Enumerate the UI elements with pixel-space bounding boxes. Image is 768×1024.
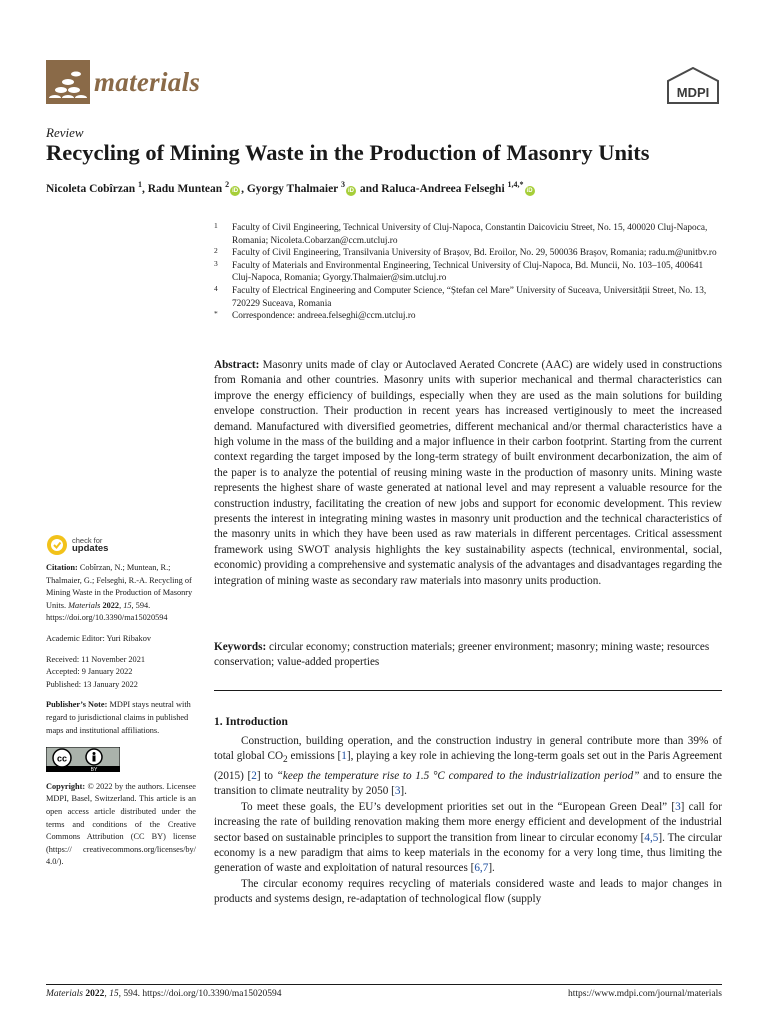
check-for-updates-button[interactable]: check for updates bbox=[46, 534, 196, 556]
svg-text:BY: BY bbox=[90, 767, 98, 773]
citation-link[interactable]: 1 bbox=[341, 750, 347, 763]
academic-editor: Academic Editor: Yuri Ribakov bbox=[46, 633, 151, 643]
paragraph: The circular economy requires recycling of materials considered waste and leads to major changes in products and systems design, re-adaptation of technological flow (supply bbox=[214, 877, 722, 906]
keywords-label: Keywords: bbox=[214, 641, 267, 653]
citation-block: Citation: Cobîrzan, N.; Muntean, R.; Thalmaier, G.; Felseghi, R.-A. Recycling of Mining Waste in the Production of Masonry Units. Materials 2022, 15, 594. https://doi.org/10.3390/ma15020594 bbox=[46, 563, 193, 623]
mdpi-logo-text: MDPI bbox=[676, 85, 710, 100]
article-type: Review bbox=[46, 125, 84, 140]
keywords-text: circular economy; construction materials; greener environment; masonry; mining waste; resources conservation; value-added properties bbox=[214, 641, 710, 669]
citation-link[interactable]: 4,5 bbox=[644, 831, 659, 844]
author-name: Nicoleta Cobîrzan $^1$ bbox=[46, 180, 142, 195]
affiliations bbox=[214, 222, 724, 323]
journal-logo bbox=[46, 60, 200, 104]
affiliation-item: * Correspondence: andreea.felseghi@ccm.utcluj.ro bbox=[214, 309, 416, 322]
affiliation-item: 3 Faculty of Materials and Environmental Engineering, Technical University of Cluj-Napoca, Bd. Muncii, No. 103–105, 400641 Cluj-Napoca, Romania; Gyorgy.Thalmaier@sim.utcluj.ro bbox=[214, 258, 704, 284]
paragraph: To meet these goals, the EU’s development priorities set out in the “European Green Deal” [3] call for increasing the rate of building renovation making them more energy efficient and development of the industrial sector based on sustainable principles to support the transition from linear to circular economy [4,5]. The circular economy is a new paradigm that aims to keep materials in the economy for a very long time, thus limiting the generation of waste and exploitation of natural resources [6,7]. bbox=[214, 800, 723, 875]
journal-name: materials bbox=[94, 66, 201, 97]
affiliation-item: 4 Faculty of Electrical Engineering and Computer Science, “Ștefan cel Mare” University of Suceava, Universității Street, No. 13, 720229 Suceava, Romania bbox=[214, 283, 707, 309]
citation-link[interactable]: 3 bbox=[675, 800, 681, 813]
introduction-body bbox=[214, 734, 722, 908]
footer-divider bbox=[46, 984, 722, 985]
citation-link[interactable]: 3 bbox=[394, 785, 401, 798]
journal-url-link[interactable]: https://www.mdpi.com/journal/materials bbox=[568, 989, 722, 999]
article-title: Recycling of Mining Waste in the Production of Masonry Units bbox=[46, 140, 650, 165]
keywords bbox=[214, 640, 722, 671]
check-updates-icon bbox=[46, 534, 68, 556]
article-sidebar bbox=[46, 534, 196, 877]
abstract-label: Abstract: bbox=[214, 359, 260, 371]
copyright-notice: Copyright: © 2022 by the authors. Licensee MDPI, Basel, Switzerland. This article is an open access article distributed under the terms and conditions of the Creative Commons Attribution (CC BY) license (https:// creativecommons.org/licenses/by/ 4.0/). bbox=[46, 781, 196, 867]
author-name: Gyorgy Thalmaier $^3$ bbox=[246, 180, 345, 195]
paragraph: Construction, building operation, and the construction industry in general contribute more than 39% of total global $CO_2$ emissions [1], playing a key role in achieving the long-term goals set out in the Paris Agreement (2015) [2] to “keep the temperature rise to 1.5 °C compared to the industrialization period” and to ensure the transition to climate neutrality by 2050 [3]. bbox=[214, 735, 723, 798]
orcid-icon[interactable]: iD bbox=[347, 187, 354, 194]
orcid-icon[interactable]: iD bbox=[526, 187, 533, 194]
mdpi-logo bbox=[666, 67, 720, 107]
dates: Received: 11 November 2021 Accepted: 9 January 2022 Published: 13 January 2022 bbox=[46, 654, 145, 689]
affiliation-item: 2 Faculty of Civil Engineering, Transilvania University of Brașov, Bd. Eroilor, No. 29, 500036 Brașov, Romania; radu.m@unitbv.ro bbox=[214, 246, 717, 259]
citation-link[interactable]: 6,7 bbox=[474, 862, 489, 875]
section-heading: 1. Introduction bbox=[214, 716, 288, 728]
abstract bbox=[214, 358, 722, 589]
cc-by-license-icon[interactable] bbox=[46, 747, 120, 772]
author-name: Radu Muntean $^2$ bbox=[147, 180, 230, 195]
publisher-note: Publisher’s Note: MDPI stays neutral with regard to jurisdictional claims in published maps and institutional affiliations. bbox=[46, 700, 191, 735]
footer-citation: Materials 2022, 15, 594. https://doi.org/10.3390/ma15020594 bbox=[46, 989, 282, 999]
abstract-text: Masonry units made of clay or Autoclaved Aerated Concrete (AAC) are widely used in constructions from Romania and other countries. Masonry units with superior mechanical and thermal characteristics can improve the energy efficiency of buildings, especially when they are used as the main solutions for building envelope construction. Their production in recent years has increased vertiginously to meet the increased demand. Manufactured with diversified geometries, different mechanical and/or thermal characteristics have a high volume in the mass of the building and a major influence in their carbon footprint. Starting from the current context regarding the target imposed by the long-term strategy of built environment decarbonization, the aim of the paper is to analyze the potential of reusing mining waste in the production of masonry units. Mining waste represents the highest share of waste generated at national level and may represent a valuable resource for the construction industry, facilitating the creation of new jobs and support for economic development. This review presents the interest in integrating mining wastes in masonry unit production and the technical characteristics of the masonry units in which they have been used as raw materials in different percentages. Critical assessment framework using SWOT analysis highlights the key sustainability aspects (technical, environmental, social, economic) providing a comprehensive and systematic analysis of the advantages and disadvantages regarding the integration of mining waste as secondary raw materials into masonry units production. bbox=[214, 359, 722, 587]
materials-logo-icon bbox=[46, 60, 90, 104]
svg-text:cc: cc bbox=[56, 753, 68, 764]
author-name: Raluca-Andreea Felseghi $^{1,4,*}$ bbox=[381, 180, 524, 195]
affiliation-item: 1 Faculty of Civil Engineering, Technical University of Cluj-Napoca, Constantin Daicoviciu Street, No. 15, 400020 Cluj-Napoca, Romania; Nicoleta.Cobarzan@ccm.utcluj.ro bbox=[214, 221, 708, 246]
author-list: Nicoleta Cobîrzan $^1$, Radu Muntean $^2$iD , Gyorgy Thalmaier $^3$iD and Raluca-Andreea Felseghi $^{1,4,*}$iD bbox=[46, 180, 533, 195]
citation-link[interactable]: 2 bbox=[251, 770, 257, 783]
orcid-icon[interactable]: iD bbox=[232, 187, 239, 194]
section-divider bbox=[214, 690, 722, 691]
